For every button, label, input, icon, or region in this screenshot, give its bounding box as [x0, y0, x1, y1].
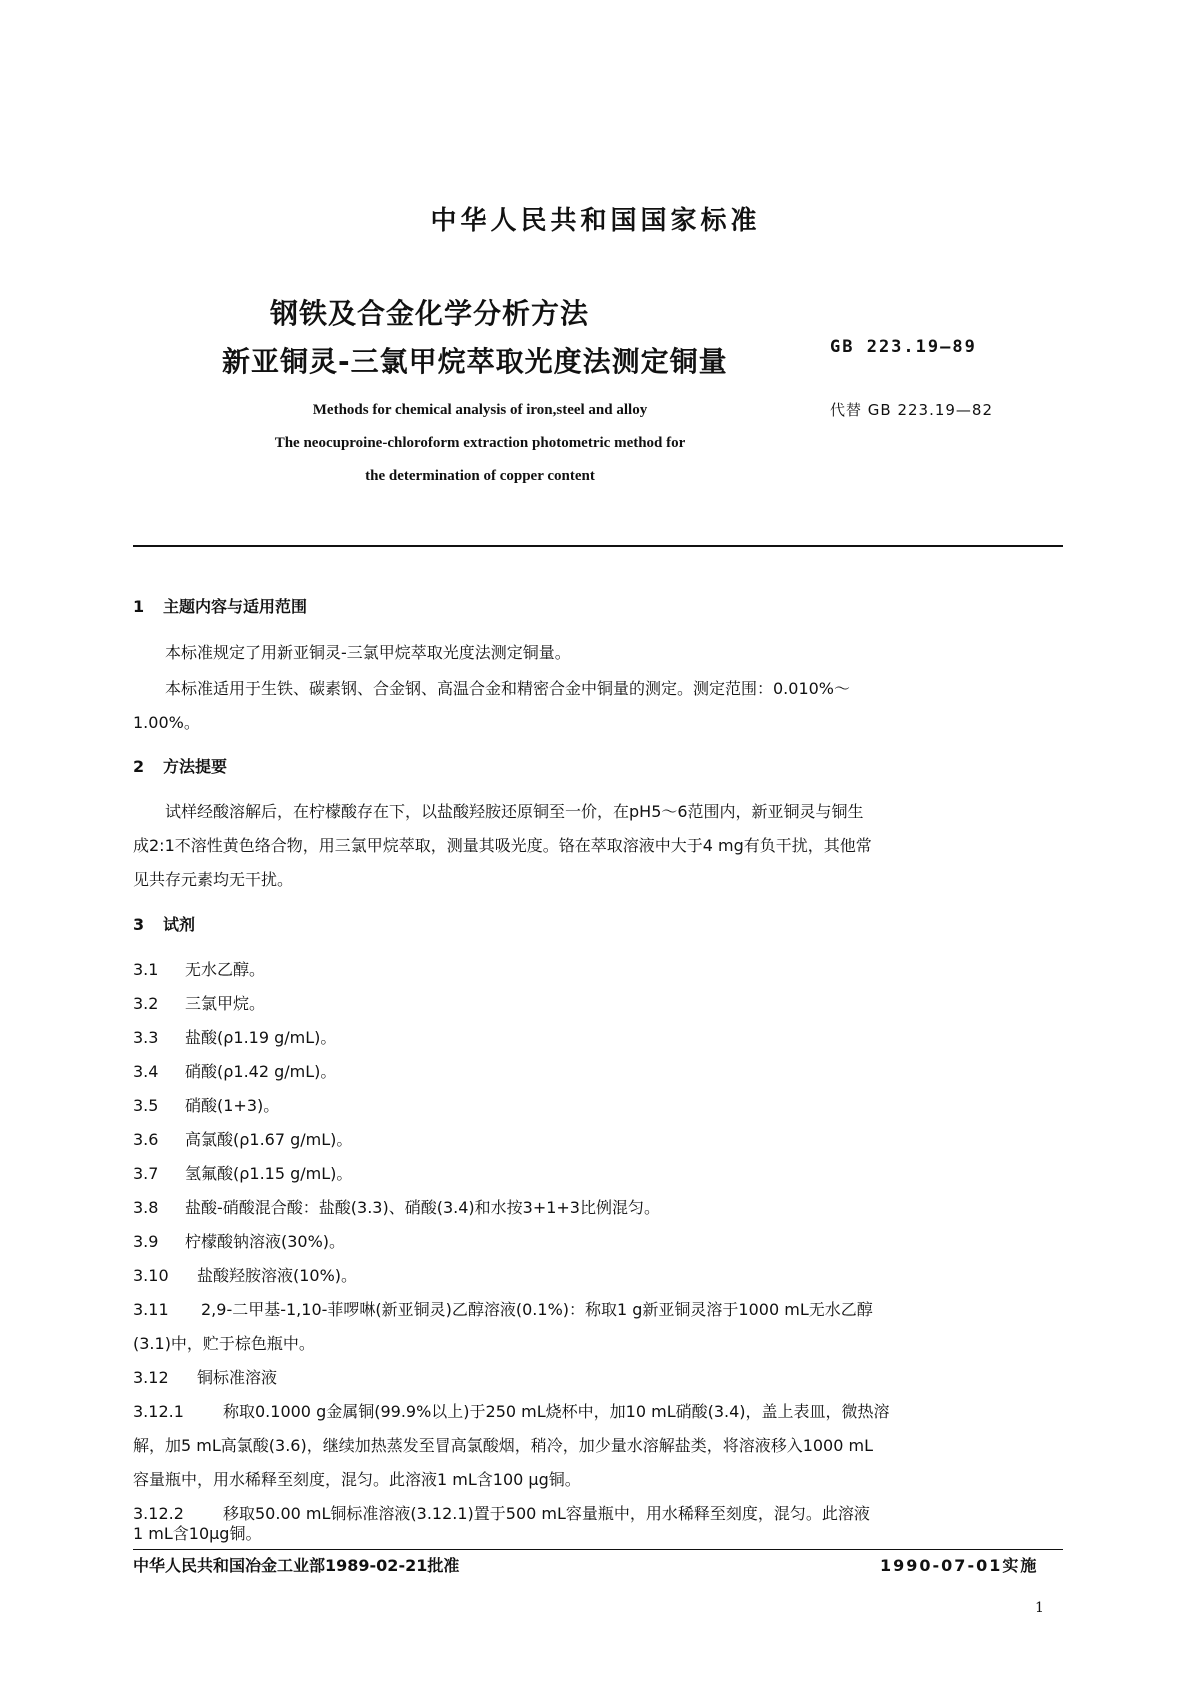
- item-number: 3.8: [133, 1198, 159, 1217]
- footer-divider: [133, 1549, 1063, 1550]
- item-text: 柠檬酸钠溶液(30%)。: [185, 1232, 346, 1251]
- reagent-item-continuation: [133, 1433, 873, 1456]
- section1-paragraph2-line2: 1.00%。: [133, 713, 200, 732]
- item-text: 盐酸(ρ1.19 g/mL)。: [185, 1028, 337, 1047]
- section2-line1: 试样经酸溶解后，在柠檬酸存在下，以盐酸羟胺还原铜至一价，在pH5～6范围内，新亚铜灵与铜生: [165, 802, 864, 821]
- reagent-item: [133, 1059, 336, 1082]
- reagent-item: [133, 1161, 352, 1184]
- item-text: (3.1)中，贮于棕色瓶中。: [133, 1334, 315, 1353]
- reagent-item: [133, 957, 265, 980]
- implementation-date: 1990-07-01实施: [880, 1556, 1039, 1575]
- item-number: 3.6: [133, 1130, 159, 1149]
- gb-number: GB 223.19—89: [830, 337, 977, 357]
- reagent-item: [133, 991, 265, 1014]
- reagent-item-continuation: [133, 1467, 581, 1490]
- reagent-item: [133, 1025, 336, 1048]
- reagent-item-continuation: [133, 1331, 315, 1354]
- item-text: 解，加5 mL高氯酸(3.6)，继续加热蒸发至冒高氯酸烟，稍冷，加少量水溶解盐类，将溶液移入1000 mL: [133, 1436, 874, 1455]
- item-number: 3.12.2: [133, 1504, 184, 1523]
- item-number: 3.1: [133, 960, 159, 979]
- page-number: 1: [1035, 1600, 1044, 1616]
- reagent-item: [133, 1229, 345, 1252]
- item-text: 盐酸羟胺溶液(10%)。: [197, 1266, 358, 1285]
- section1-paragraph2-line1: 本标准适用于生铁、碳素钢、合金钢、高温合金和精密合金中铜量的测定。测定范围：0.010%～: [165, 679, 851, 698]
- section-number: 2: [133, 757, 145, 776]
- reagent-item: [133, 1399, 890, 1422]
- standard-title-line2: 新亚铜灵-三氯甲烷萃取光度法测定铜量: [222, 345, 728, 378]
- item-text: 移取50.00 mL铜标准溶液(3.12.1)置于500 mL容量瓶中，用水稀释至刻度，混匀。此溶液: [223, 1504, 870, 1523]
- item-number: 3.2: [133, 994, 159, 1013]
- item-text: 三氯甲烷。: [185, 994, 266, 1013]
- reagent-item: [133, 1195, 660, 1218]
- approval-line: 中华人民共和国冶金工业部1989-02-21批准: [133, 1556, 460, 1575]
- replaces-standard: 代替 GB 223.19—82: [830, 401, 994, 419]
- item-text: 高氯酸(ρ1.67 g/mL)。: [185, 1130, 353, 1149]
- reagent-item: [133, 1263, 357, 1286]
- item-text: 盐酸-硝酸混合酸：盐酸(3.3)、硝酸(3.4)和水按3+1+3比例混匀。: [185, 1198, 660, 1217]
- section-heading-3: [133, 912, 195, 935]
- item-number: 3.12.1: [133, 1402, 184, 1421]
- section-title: 主题内容与适用范围: [163, 597, 308, 616]
- item-text: 硝酸(1+3)。: [185, 1096, 280, 1115]
- english-title-line3: the determination of copper content: [365, 468, 595, 484]
- section-heading-2: [133, 754, 227, 777]
- reagent-item: [133, 1365, 277, 1388]
- reagent-item-continuation: [133, 1521, 261, 1544]
- item-text: 容量瓶中，用水稀释至刻度，混匀。此溶液1 mL含100 μg铜。: [133, 1470, 581, 1489]
- section2-line2: 成2:1不溶性黄色络合物，用三氯甲烷萃取，测量其吸光度。铬在萃取溶液中大于4 mg有负干扰，其他常: [133, 836, 872, 855]
- item-number: 3.12: [133, 1368, 169, 1387]
- item-text: 氢氟酸(ρ1.15 g/mL)。: [185, 1164, 353, 1183]
- item-text: 2,9-二甲基-1,10-菲啰啉(新亚铜灵)乙醇溶液(0.1%)：称取1 g新亚铜灵溶于1000 mL无水乙醇: [201, 1300, 873, 1319]
- section2-line3: 见共存元素均无干扰。: [133, 870, 294, 889]
- english-title-line1: Methods for chemical analysis of iron,steel and alloy: [312, 402, 648, 418]
- item-text: 硝酸(ρ1.42 g/mL)。: [185, 1062, 337, 1081]
- section-title: 方法提要: [163, 757, 228, 776]
- section-title: 试剂: [163, 915, 196, 934]
- item-number: 3.4: [133, 1062, 159, 1081]
- item-number: 3.3: [133, 1028, 159, 1047]
- item-text: 无水乙醇。: [185, 960, 266, 979]
- standard-title-line1: 钢铁及合金化学分析方法: [270, 297, 590, 330]
- reagent-item: [133, 1093, 279, 1116]
- reagent-item: [133, 1127, 352, 1150]
- reagent-item: [133, 1297, 873, 1320]
- item-text: 铜标准溶液: [197, 1368, 278, 1387]
- item-number: 3.9: [133, 1232, 159, 1251]
- item-text: 1 mL含10μg铜。: [133, 1524, 262, 1543]
- section-heading-1: [133, 594, 307, 617]
- item-number: 3.7: [133, 1164, 159, 1183]
- item-number: 3.10: [133, 1266, 169, 1285]
- section1-paragraph1: 本标准规定了用新亚铜灵-三氯甲烷萃取光度法测定铜量。: [165, 643, 571, 662]
- item-number: 3.11: [133, 1300, 169, 1319]
- section-number: 1: [133, 597, 145, 616]
- header-divider: [133, 545, 1063, 547]
- item-number: 3.5: [133, 1096, 159, 1115]
- item-text: 称取0.1000 g金属铜(99.9%以上)于250 mL烧杯中，加10 mL硝酸(3.4)，盖上表皿，微热溶: [223, 1402, 890, 1421]
- section-number: 3: [133, 915, 145, 934]
- national-standard-heading: 中华人民共和国国家标准: [430, 206, 761, 236]
- english-title-line2: The neocuproine-chloroform extraction photometric method for: [274, 435, 686, 451]
